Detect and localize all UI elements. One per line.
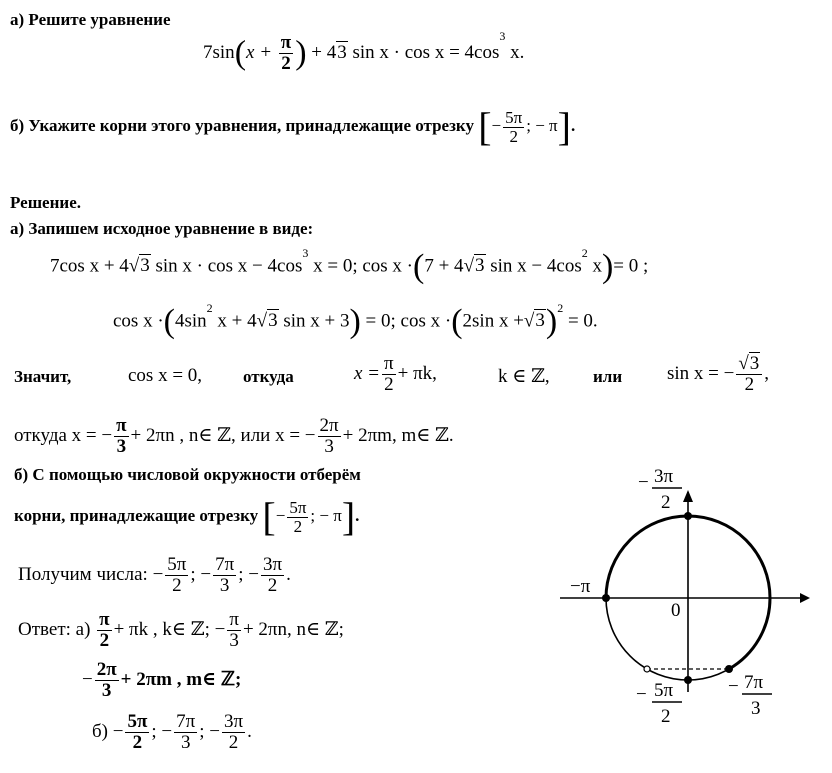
cos-zero: cos x = 0, [128,365,203,386]
ili-word: или [593,367,623,386]
label-bottom-minus: − [636,684,647,705]
label-left: −π [570,576,591,597]
answer-line-1: Ответ: а) $\frac{\pi}{2}$ + πk , k∈ ℤ; − $\frac{\pi}{3}$ + 2πn, n∈ ℤ; [18,609,344,651]
y-axis-arrow [683,490,693,502]
label-bottom-den: 2 [661,706,671,727]
roots-line: откуда x = − $\frac{\pi}{3}$ + 2πn , n∈ ℤ, или x = − $\frac{2\pi}{3}$ + 2πm, m∈ ℤ. [14,415,454,457]
label-origin: 0 [671,600,681,621]
label-right-den: 3 [751,698,761,719]
solution-heading: Решение. [10,193,81,212]
k-in-z: k ∈ ℤ, [498,366,550,387]
label-right-minus: − [728,676,739,697]
answer-line-2: − $\frac{2\pi}{3}$ + 2πm , m∈ ℤ; [82,659,242,701]
solution-line-1: 7cos x + 4√3 $\sin x \cdot \cos x - 4\cos^3$ x = 0; cos x ·(7 + 4√3 $\sin x - 4\cos^2$ x)= 0 ; [50,246,649,285]
label-bottom-num: 5π [654,680,674,701]
sin-eq: sin x = − $\frac{√3}{2}$ , [667,353,770,395]
solution-intro: а) Запишем исходное уравнение в виде: [10,219,314,238]
part-b-text-1: б) С помощью числовой окружности отберём [14,465,361,484]
answer-line-3: б) − $\frac{5\pi}{2}$ ; − $\frac{7\pi}{3}$ ; − $\frac{3\pi}{2}$ . [92,711,252,753]
otkuda-word: откуда [243,367,294,386]
point-minus-7pi-3 [725,665,733,673]
part-b-problem: б) Укажите корни этого уравнения, принадлежащие отрезку [− $\frac{5\pi}{2}$ ; − π]. [10,104,576,149]
solution-line-2: $\cos x \cdot(4\sin^2$ x + 4√3 sin x + 3) = 0; cos x ·(2sin x +√3)$^2$ = 0. [113,301,598,340]
numbers-line: Получим числа: − $\frac{5\pi}{2}$ ; − $\frac{7\pi}{3}$ ; − $\frac{3\pi}{2}$ . [18,554,291,596]
part-a-label: а) Решите уравнение [10,10,171,29]
main-equation: 7sin(x + $\frac{\pi}{2}$ ) + 43 $\sin x \cdot \cos x = 4\cos^3$ x. [203,29,525,74]
part-b-text-2: корни, принадлежащие отрезку [− $\frac{5\pi}{2}$ ; − π]. [14,494,360,539]
point-minus-pi [602,594,610,602]
x-axis-arrow [800,593,810,603]
x-pi-half: x = $\frac{\pi}{2}$ + πk, [354,353,437,395]
unit-circle-diagram [560,460,830,740]
label-top-num: 3π [654,466,674,487]
point-minus-5pi-2 [684,676,692,684]
znachit-word: Значит, [14,367,72,386]
label-right-num: 7π [744,672,764,693]
point-minus-3pi-2 [684,512,692,520]
point-other-root [644,666,650,672]
label-top-den: 2 [661,492,671,513]
label-top-minus: − [638,472,649,493]
